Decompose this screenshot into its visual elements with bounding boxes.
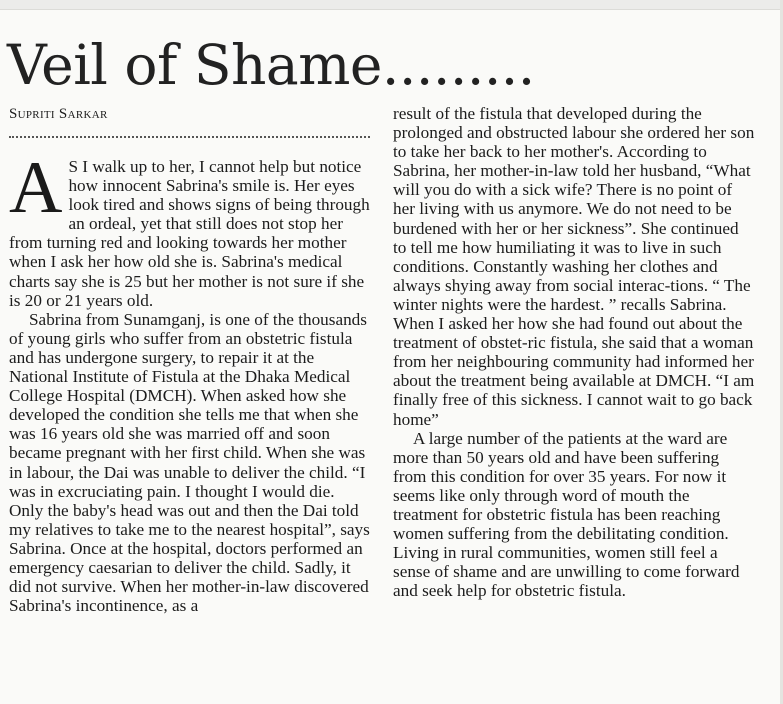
article-column-right (393, 104, 755, 600)
drop-cap: A (9, 147, 63, 229)
article-column-left (9, 147, 373, 616)
article-byline: Supriti Sarkar (9, 106, 108, 122)
paragraph-text: S I walk up to her, I cannot help but notice how innocent Sabrina's smile is. Her eyes look tired and shows signs of being through an ordeal, yet that still does not stop her from turning red and looking towards her mother when I ask her how old she is. Sabrina's medical charts say she is 25 but her mother is not sure if she is 20 or 21 years old. (9, 157, 370, 310)
article-paragraph: Sabrina from Sunamganj, is one of the thousands of young girls who suffer from an obstetric fistula and has undergone surgery, to repair it at the National Institute of Fistula at the Dhaka Medical College Hospital (DMCH). When asked how she developed the condition she tells me that when she was 16 years old she was married off and soon became pregnant with her first child. When she was in labour, the Dai was unable to deliver the child. “I was in excruciating pain. I thought I would die. Only the baby's head was out and then the Dai told my relatives to take me to the nearest hospital”, says Sabrina. Once at the hospital, doctors performed an emergency caesarian to deliver the child. Sadly, it did not survive. When her mother-in-law discovered Sabrina's incontinence, as a (9, 309, 370, 616)
article-paragraph: result of the fistula that developed during the prolonged and obstructed labour she ordered her son to take her back to her mother's. According to Sabrina, her mother-in-law told her husband, “What will you do with a sick wife? There is no point of her living with us anymore. We do not need to be burdened with her or her sickness”. She continued to tell me how humiliating it was to live in such conditions. Constantly washing her clothes and always shying away from social interac-tions. “ The winter nights were the hardest. ” recalls Sabrina. When I asked her how she had found out about the treatment of obstet-ric fistula, she said that a woman from her neighbouring community had informed her about the treatment being available at DMCH. “I am finally free of this sickness. I cannot wait to go back home” (393, 104, 755, 429)
article-headline: Veil of Shame......... (7, 33, 535, 97)
article-paragraph: A large number of the patients at the ward are more than 50 years old and have been suffering from this condition for over 35 years. For now it seems like only through word of mouth the treatment for obstetric fistula has been reaching women suffering from the debilitating condition. Living in rural communities, women still feel a sense of shame and are unwilling to come forward and seek help for obstetric fistula. (393, 428, 740, 601)
page-top-edge (0, 0, 783, 10)
article-paragraph (9, 147, 373, 310)
byline-divider (9, 136, 370, 138)
